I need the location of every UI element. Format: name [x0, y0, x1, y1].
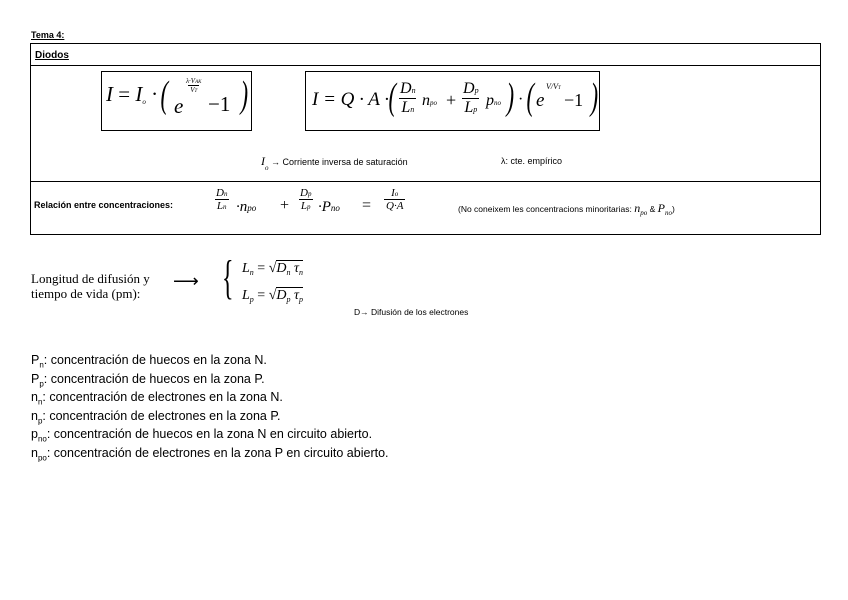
right-paren: )	[590, 76, 599, 118]
diode-equation-box	[101, 71, 252, 131]
equals-sign: =	[118, 82, 131, 106]
lp-symbol: L	[242, 288, 250, 303]
tau-p-symbol: τ	[294, 288, 300, 303]
exp-num-sub: AK	[195, 80, 202, 85]
ln-sub: n	[223, 203, 227, 211]
pno-sub: no	[494, 99, 501, 107]
dn-sub: n	[286, 268, 291, 277]
list-item	[31, 390, 389, 409]
dp-sub: p	[474, 86, 479, 95]
npo-term	[236, 199, 256, 216]
sqrt-sign: = √	[257, 261, 277, 276]
minority-note	[458, 201, 675, 217]
exp-numerator: λ·V	[186, 77, 196, 85]
exp-base: e	[536, 90, 545, 111]
io-symbol: I	[135, 82, 143, 106]
pno-symbol: ·P	[318, 199, 331, 215]
legend-text: : concentración de huecos en la zona N.	[43, 353, 267, 367]
list-item	[31, 446, 389, 465]
legend-text: : concentración de huecos en la zona N en circuito abierto.	[46, 427, 373, 441]
left-paren: (	[388, 76, 397, 118]
q-a-factor: = Q · A ·	[323, 89, 390, 110]
legend-text: : concentración de electrones en la zona P.	[42, 408, 281, 423]
lp-sub: p	[473, 105, 478, 114]
exp-base: e	[174, 94, 184, 118]
legend-sub: n	[37, 397, 43, 407]
npo-symbol: n	[422, 92, 430, 109]
dp-sub: p	[286, 295, 291, 304]
legend-list	[31, 353, 389, 464]
ln-sub: n	[249, 268, 254, 277]
right-paren: )	[240, 74, 249, 116]
npo-symbol: ·n	[236, 199, 248, 215]
close-paren: )	[672, 204, 675, 214]
lambda-note: λ: cte. empírico	[501, 156, 563, 166]
diffusion-note: D→ Difusión de los electrones	[354, 307, 469, 317]
relation-equation	[214, 185, 444, 231]
dn-sub: n	[223, 190, 228, 198]
tau-n-symbol: τ	[294, 261, 300, 276]
list-item	[31, 372, 389, 391]
diffusion-label	[31, 271, 150, 301]
lp-equation	[242, 288, 303, 304]
ln-sub: n	[410, 105, 415, 114]
diffusion-line-1: Longitud de difusión y	[31, 271, 150, 286]
pno-symbol: P	[657, 201, 665, 215]
npo-sub: po	[430, 99, 437, 107]
list-item	[31, 409, 389, 428]
legend-sub: p	[37, 416, 43, 425]
io-subscript: o	[265, 164, 269, 172]
dn-ln-fraction	[214, 187, 229, 212]
divider	[31, 181, 820, 182]
exponent	[546, 82, 561, 91]
current-symbol: I	[106, 82, 113, 106]
legend-text: : concentración de electrones en la zona P en circuito abierto.	[46, 445, 389, 460]
io-note	[261, 154, 408, 172]
plus-sign: +	[446, 90, 457, 110]
minus-one: −1	[564, 90, 584, 110]
dp-symbol: D	[276, 288, 287, 303]
ln-symbol: L	[216, 200, 224, 212]
legend-symbol: p	[31, 427, 38, 441]
tau-p-sub: p	[299, 295, 304, 304]
equals-sign: =	[362, 197, 372, 214]
tau-n-sub: n	[299, 268, 304, 277]
divider	[31, 65, 820, 66]
arrow-icon: ⟶	[173, 271, 199, 291]
dn-sub: n	[411, 86, 416, 95]
diode-equation: $I = I_o$ ·	[106, 82, 159, 106]
current-symbol: I	[312, 89, 319, 110]
left-paren: (	[160, 74, 169, 116]
list-item	[31, 353, 389, 372]
dp-lp-fraction	[298, 187, 313, 212]
diode-current-equation-box	[305, 71, 600, 131]
ln-symbol: L	[401, 99, 411, 116]
pno-sub: no	[665, 209, 672, 217]
equation-lhs	[312, 89, 389, 111]
list-item	[31, 427, 389, 446]
dot: ·	[518, 91, 524, 108]
diodos-table	[30, 43, 821, 235]
dp-sub: p	[307, 190, 312, 198]
dp-lp-fraction	[461, 80, 481, 117]
pno-term	[486, 92, 501, 110]
lp-symbol: L	[464, 99, 474, 116]
exp-denominator: V	[190, 86, 195, 94]
lp-symbol: L	[300, 200, 308, 212]
legend-sub: p	[39, 379, 44, 388]
legend-sub: po	[37, 453, 47, 462]
npo-symbol: n	[634, 201, 641, 215]
io-symbol: I	[391, 187, 395, 199]
ln-equation	[242, 261, 303, 277]
pno-symbol: p	[486, 92, 494, 109]
legend-text: : concentración de huecos en la zona P.	[43, 371, 265, 386]
section-title: Diodos	[35, 50, 69, 61]
sqrt-sign: = √	[257, 288, 277, 303]
legend-sub: no	[37, 434, 47, 444]
section-heading: Tema 4:	[31, 30, 65, 40]
qa-denominator: Q·A	[386, 200, 404, 212]
legend-text: : concentración de electrones en la zona N.	[42, 390, 283, 404]
minus-one: −1	[208, 92, 231, 116]
io-sub: o	[394, 190, 399, 198]
lp-sub: p	[249, 295, 254, 304]
exp-value: V/V	[546, 82, 558, 91]
ln-symbol: L	[242, 261, 250, 276]
pno-sub: no	[330, 203, 340, 213]
exponent-fraction	[184, 77, 203, 94]
note-text: (No coneixem les concentracions minoritarias:	[458, 204, 632, 214]
brace: {	[222, 251, 234, 304]
legend-symbol: n	[31, 390, 38, 404]
legend-symbol: n	[31, 445, 38, 460]
exp-sub: T	[558, 86, 561, 91]
npo-term	[422, 92, 437, 110]
dn-symbol: D	[216, 187, 224, 199]
ampersand: &	[649, 204, 656, 214]
right-paren: )	[506, 76, 515, 118]
left-paren: (	[526, 76, 535, 118]
dp-symbol: D	[463, 80, 475, 97]
lp-sub: p	[307, 203, 311, 211]
exp-den-sub: T	[194, 89, 198, 94]
io-description: → Corriente inversa de saturación	[271, 157, 408, 167]
legend-symbol: n	[31, 408, 38, 423]
pno-term	[318, 199, 340, 216]
legend-sub: n	[39, 360, 44, 370]
legend-symbol: P	[31, 353, 40, 367]
plus-sign: +	[280, 197, 290, 214]
dn-ln-fraction	[398, 80, 418, 117]
dp-symbol: D	[300, 187, 308, 199]
dn-symbol: D	[400, 80, 412, 97]
io-qa-fraction	[384, 187, 405, 212]
io-symbol: I	[261, 154, 265, 168]
io-subscript: o	[142, 98, 146, 106]
diffusion-line-2: tiempo de vida (pm):	[31, 286, 141, 301]
dn-symbol: D	[276, 261, 287, 276]
npo-sub: po	[247, 203, 257, 213]
npo-sub: po	[640, 209, 648, 217]
relation-label: Relación entre concentraciones:	[34, 200, 174, 210]
legend-symbol: P	[31, 371, 40, 386]
